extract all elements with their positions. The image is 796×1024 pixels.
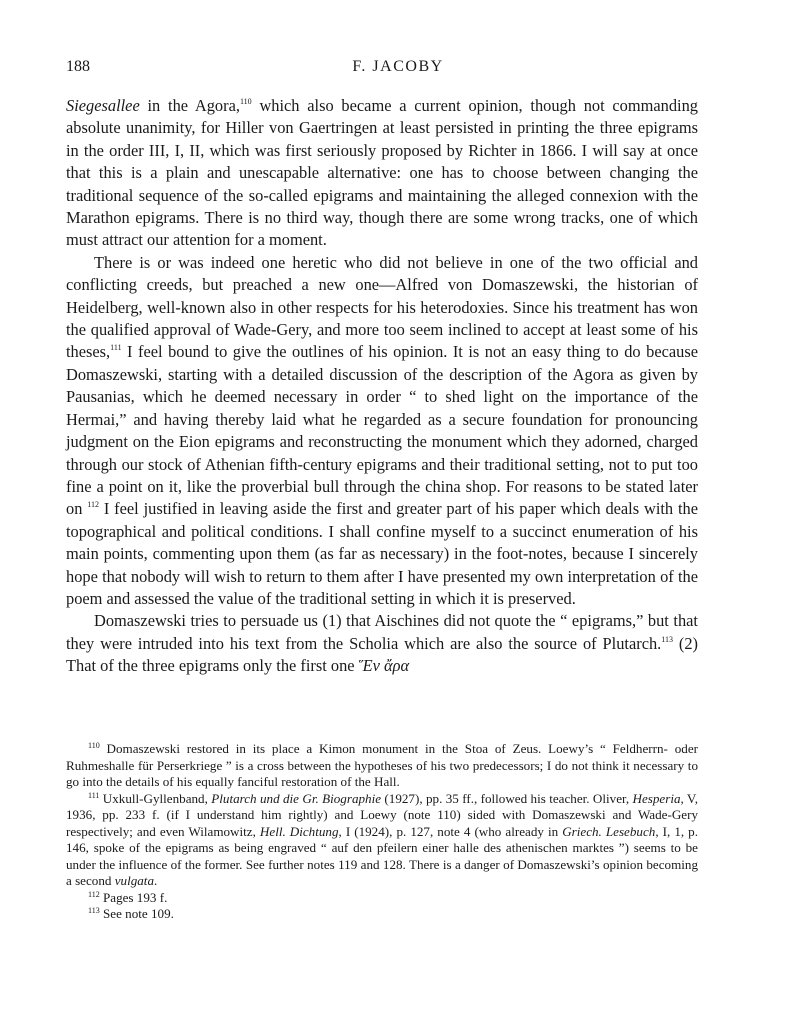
footnote-number: 110 xyxy=(88,741,100,750)
footnote-ref-112[interactable]: 112 xyxy=(87,500,99,510)
footnote-ref-111[interactable]: 111 xyxy=(110,343,122,353)
footnote-ref-113[interactable]: 113 xyxy=(661,634,673,644)
italic-term: vulgata xyxy=(114,873,154,888)
text-run: (2) That of the three epigrams only the first one xyxy=(66,633,698,676)
paragraph-3 xyxy=(66,610,698,677)
text-run: Domaszewski tries to persuade us (1) that Aischines did not quote the “ epigrams,” but that they were intruded into his text from the Scholia which are also the source of Plutarch. xyxy=(66,611,698,653)
italic-title: Hell. Dichtung xyxy=(259,823,339,839)
footnote-111 xyxy=(66,791,698,890)
main-text xyxy=(66,95,698,678)
footnote-112 xyxy=(66,890,698,907)
footnote-number: 111 xyxy=(88,790,100,800)
footnote-text: , I, 1, p. 146, spoke of the epigrams as being engraved “ auf den pfeilern einer halle des athenischen marktes ”) seems to be under the influence of the former. See further notes 119 and 128. There is a danger of Domaszewski’s opinion becoming a second xyxy=(66,823,698,888)
footnotes xyxy=(66,741,698,923)
footnote-ref-110[interactable]: 110 xyxy=(239,97,252,106)
footnote-110 xyxy=(66,741,698,791)
italic-title: Hesperia xyxy=(632,790,681,806)
footnote-text: Domaszewski restored in its place a Kimon monument in the Stoa of Zeus. Loewy’s “ Feldherrn- oder Ruhmeshalle für Perserkriege ” is a cross between the hypotheses of his two predecessors; I do not think it necessary to go into the details of his equally fanciful restoration of the Hall. xyxy=(66,741,698,789)
text-run: which also became a current opinion, though not commanding absolute unanimity, for Hiller von Gaertringen at least persisted in printing the three epigrams in the order III, I, II, which was first seriously proposed by Richter in 1866. I will say at once that this is a plain and unescapable alternative: one has to choose between changing the traditional sequence of the so-called epigrams and maintaining the alleged connexion with the Marathon epigrams. There is no third way, though there are some wrong tracks, one of which must attract our attention for a moment. xyxy=(66,96,698,250)
text-run: I feel justified in leaving aside the first and greater part of his paper which deals with the topographical and political conditions. I shall confine myself to a succinct enumeration of his main points, commenting upon them (as far as necessary) in the foot-notes, because I sincerely hope that nobody will wish to return to them after I have presented my own interpretation of the poem and assessed the value of the traditional setting in which it is preserved. xyxy=(66,499,698,608)
running-head-author: F. JACOBY xyxy=(352,58,444,75)
greek-quote: Ἕν ἄρα xyxy=(358,656,410,676)
footnote-113 xyxy=(66,906,698,923)
paragraph-1 xyxy=(66,95,698,252)
footnote-text: . xyxy=(154,873,158,888)
footnote-number: 113 xyxy=(88,906,100,915)
footnote-text: , I (1924), p. 127, note 4 (who already in xyxy=(338,823,563,839)
italic-title: Griech. Lesebuch xyxy=(562,823,656,839)
page-number: 188 xyxy=(66,58,90,75)
footnote-text: , V, 1936, pp. 233 f. (if I understand him rightly) and Loewy (note 110) sided with Domaszewski and Wade-Gery respectively; and even Wilamowitz, xyxy=(66,790,698,839)
paragraph-2 xyxy=(66,252,698,611)
italic-title: Plutarch und die Gr. Biographie xyxy=(211,790,382,806)
footnote-text: (1927), pp. 35 ff., followed his teacher. Oliver, xyxy=(381,790,633,806)
text-run: There is or was indeed one heretic who did not believe in one of the two official and conflicting creeds, but preached a new one—Alfred von Domaszewski, the historian of Heidelberg, well-known also in other respects for his heterodoxies. Since his treatment has won the qualified approval of Wade-Gery, and more too seem inclined to accept at least some of his theses, xyxy=(66,252,698,362)
footnote-text: Uxkull-Gyllenband, xyxy=(99,790,212,806)
footnote-text: Pages 193 f. xyxy=(99,889,168,905)
footnote-number: 112 xyxy=(88,889,100,899)
text-run: I feel bound to give the outlines of his opinion. It is not an easy thing to do because Domaszewski, starting with a detailed discussion of the description of the Agora as given by Pausanias, which he deemed necessary in order “ to shed light on the importance of the Hermai,” and having thereby laid what he regarded as a secure foundation for pronouncing judgment on the Eion epigrams and reconstructing the monument which they adorned, charged through our stock of Athenian fifth-century epigrams and their traditional setting, not to put too fine a point on it, like the proverbial bull through the china shop. For reasons to be stated later on xyxy=(66,342,698,519)
footnote-text: See note 109. xyxy=(99,906,174,921)
text-run: in the Agora, xyxy=(139,96,240,115)
running-header xyxy=(66,58,730,82)
italic-term: Siegesallee xyxy=(66,96,140,115)
